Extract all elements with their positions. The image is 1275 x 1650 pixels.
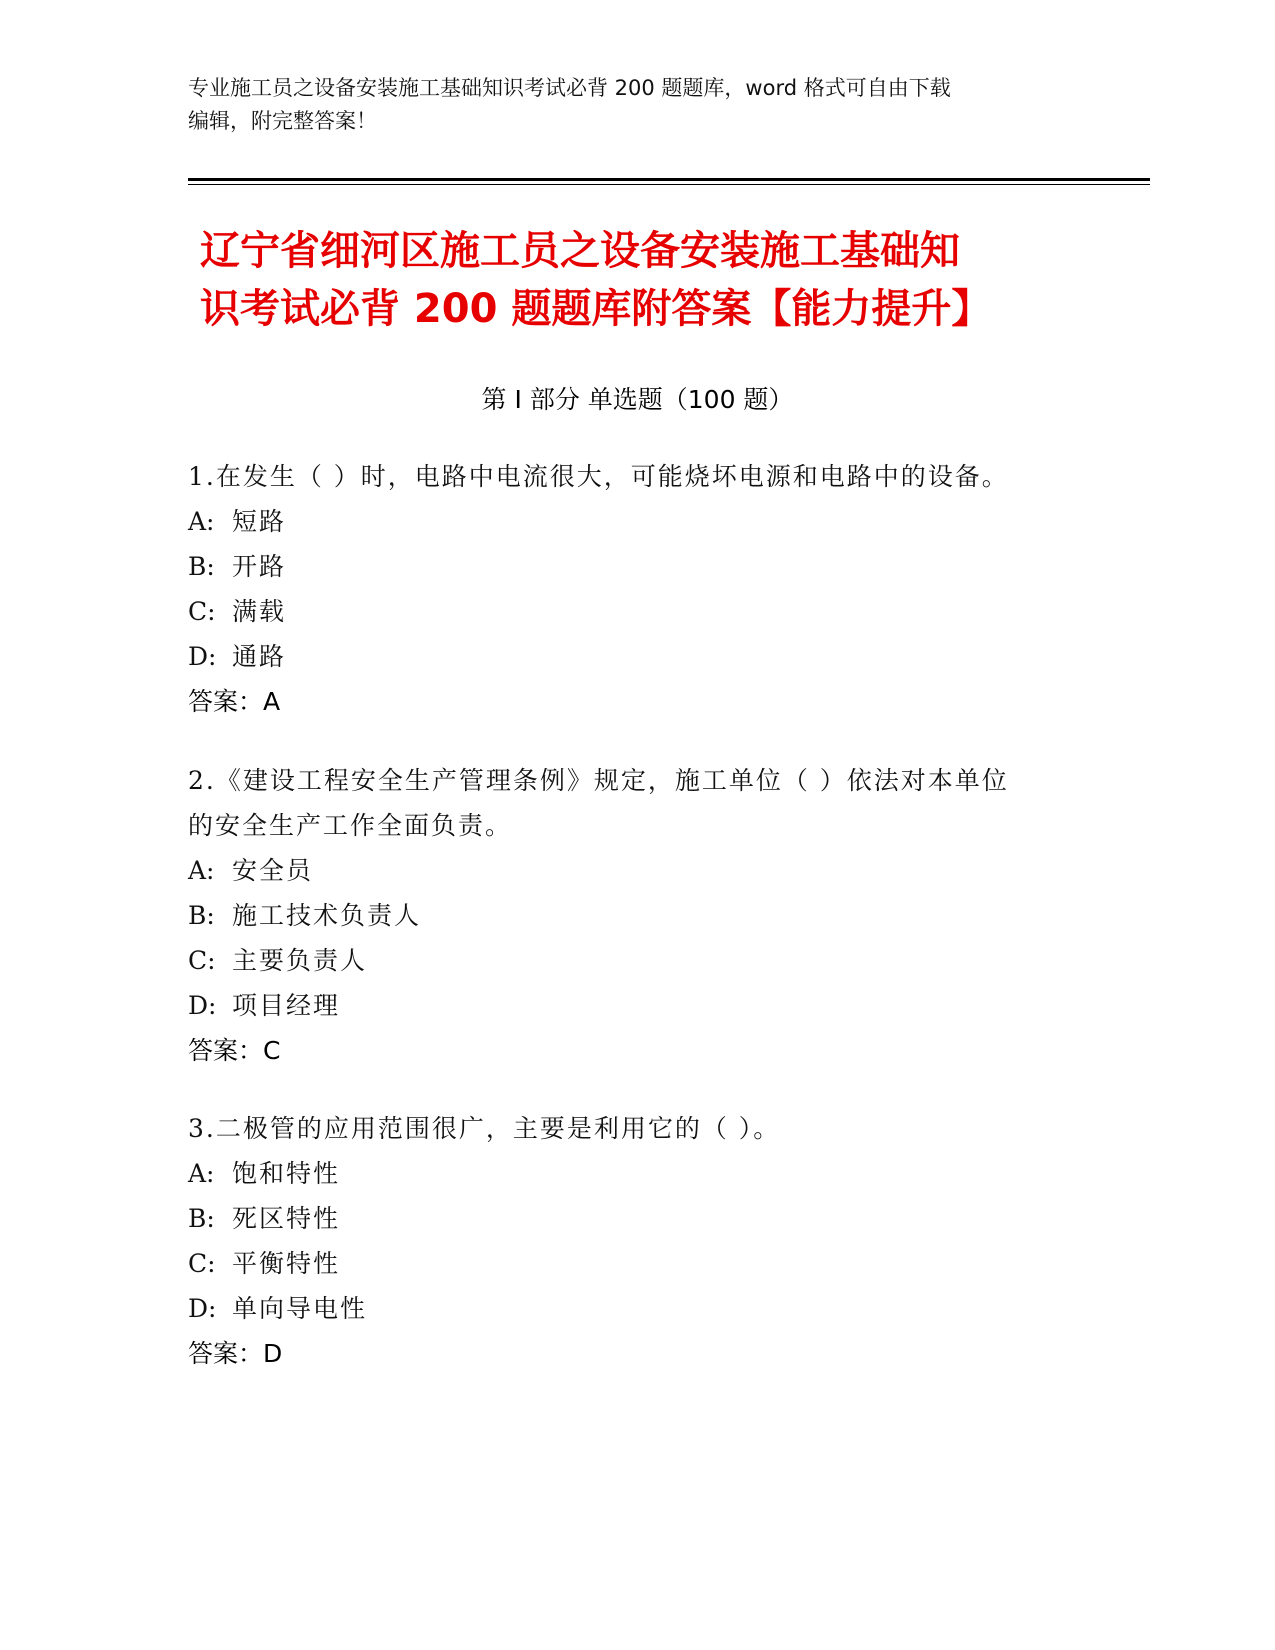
option-text: 短路	[232, 507, 287, 536]
option-d	[188, 1286, 1088, 1331]
document-title	[200, 222, 1140, 338]
question-1	[188, 454, 1088, 724]
question-text: 1.在发生（ ）时，电路中电流很大，可能烧坏电源和电路中的设备。	[188, 462, 1009, 491]
option-c	[188, 938, 1088, 983]
answer: 答案：A	[188, 687, 281, 716]
option-b	[188, 1196, 1088, 1241]
option-text: 平衡特性	[232, 1249, 341, 1278]
option-label: C:	[188, 1249, 216, 1278]
option-b	[188, 893, 1088, 938]
title-line-1: 辽宁省细河区施工员之设备安装施工基础知	[200, 228, 960, 274]
option-d	[188, 983, 1088, 1028]
option-label: D:	[188, 991, 217, 1020]
option-label: B:	[188, 1204, 215, 1233]
header-divider-thin	[188, 184, 1150, 185]
option-text: 单向导电性	[232, 1294, 368, 1323]
option-label: C:	[188, 597, 216, 626]
option-a	[188, 848, 1088, 893]
option-text: 死区特性	[232, 1204, 341, 1233]
question-3	[188, 1106, 1088, 1376]
title-line-2: 识考试必背 200 题题库附答案【能力提升】	[200, 286, 992, 332]
section-heading: 第 I 部分 单选题（100 题）	[481, 385, 794, 414]
answer: 答案：D	[188, 1339, 283, 1368]
option-text: 项目经理	[232, 991, 341, 1020]
option-label: B:	[188, 901, 215, 930]
option-a	[188, 1151, 1088, 1196]
option-text: 开路	[232, 552, 287, 581]
option-label: B:	[188, 552, 215, 581]
option-label: D:	[188, 1294, 217, 1323]
option-label: A:	[188, 507, 215, 536]
header-line-2: 编辑，附完整答案！	[188, 109, 377, 133]
option-c	[188, 1241, 1088, 1286]
option-label: D:	[188, 642, 217, 671]
option-d	[188, 634, 1088, 679]
question-text: 2.《建设工程安全生产管理条例》规定，施工单位（ ）依法对本单位	[188, 766, 1009, 795]
question-2	[188, 758, 1088, 1073]
header-divider-thick	[188, 178, 1150, 181]
option-text: 安全员	[232, 856, 314, 885]
option-text: 饱和特性	[232, 1159, 341, 1188]
option-text: 施工技术负责人	[232, 901, 422, 930]
option-b	[188, 544, 1088, 589]
option-text: 主要负责人	[232, 946, 368, 975]
document-header	[188, 72, 1068, 138]
option-c	[188, 589, 1088, 634]
option-label: A:	[188, 1159, 215, 1188]
question-text: 3.二极管的应用范围很广，主要是利用它的（ ）。	[188, 1114, 781, 1143]
option-a	[188, 499, 1088, 544]
option-text: 满载	[232, 597, 287, 626]
answer: 答案：C	[188, 1036, 281, 1065]
option-label: C:	[188, 946, 216, 975]
option-label: A:	[188, 856, 215, 885]
option-text: 通路	[232, 642, 287, 671]
header-line-1: 专业施工员之设备安装施工基础知识考试必背 200 题题库，word 格式可自由下载	[188, 76, 951, 100]
question-text-continued: 的安全生产工作全面负责。	[188, 811, 513, 840]
